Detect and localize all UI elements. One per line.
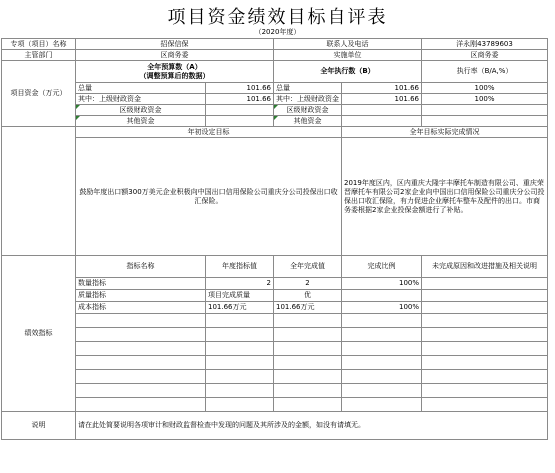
fund-row-exec (342, 105, 422, 116)
form-title: 项目资金绩效目标自评表 (167, 7, 388, 28)
contact-value: 洋永刚43789603 (422, 39, 548, 50)
budget-header-sub: （调整预算后的数据） (139, 71, 210, 80)
indicator-empty-cell (274, 314, 342, 328)
indicator-empty-cell (76, 356, 206, 370)
indicator-empty-cell (274, 328, 342, 342)
indicator-actual: 2 (274, 278, 342, 290)
form-year: （2020年度） (254, 28, 301, 36)
indicator-name: 数量指标 (76, 278, 206, 290)
indicator-empty-cell (342, 370, 422, 384)
fund-row-budget: 101.66 (206, 94, 274, 105)
indicator-name: 质量指标 (76, 290, 206, 302)
indicator-reason (422, 290, 548, 302)
indicator-empty-cell (422, 398, 548, 412)
indicator-empty-cell (422, 328, 548, 342)
indicator-ratio: 100% (342, 278, 422, 290)
indicator-actual: 101.66万元 (274, 302, 342, 314)
indicator-target: 2 (206, 278, 274, 290)
indicator-empty-cell (274, 398, 342, 412)
fund-row-budget (206, 105, 274, 116)
fund-row-exec-label: 区级财政资金 (274, 105, 342, 116)
actual-goal-text: 2019年度区内，区内重庆大隆宇丰摩托车制造有限公司、重庆荣晋摩托车有限公司2家企业向中国出口信用保险公司重庆分公司投保出口收汇保险，有力促进企业摩托车整车及配件的出口。市商务委根据2家企业投保金额进行了补贴。 (342, 138, 548, 256)
indicator-empty-cell (76, 370, 206, 384)
project-name-label: 专项（项目）名称 (2, 39, 76, 50)
indicator-empty-cell (342, 328, 422, 342)
indicator-header-name: 指标名称 (76, 256, 206, 278)
funds-section-label: 项目资金（万元） (2, 61, 76, 127)
indicator-empty-cell (206, 314, 274, 328)
indicator-ratio (342, 290, 422, 302)
impl-value: 区商务委 (422, 50, 548, 61)
indicator-empty-cell (76, 342, 206, 356)
rate-header: 执行率（B/A,%） (422, 61, 548, 83)
fund-row-rate: 100% (422, 94, 548, 105)
dept-label: 主管部门 (2, 50, 76, 61)
fund-row-label: 其中：上级财政资金 (76, 94, 206, 105)
indicator-empty-cell (422, 356, 548, 370)
indicator-empty-cell (274, 370, 342, 384)
indicator-empty-cell (342, 356, 422, 370)
fund-row-exec-label: 其中：上级财政资金 (274, 94, 342, 105)
fund-row-rate (422, 116, 548, 127)
indicator-empty-cell (422, 370, 548, 384)
budget-header (76, 61, 274, 83)
initial-goal-text: 鼓励年度出口额300万美元企业积极向中国出口信用保险公司重庆分公司投保出口收汇保险。 (76, 138, 342, 256)
fund-row-label: 总量 (76, 83, 206, 94)
fund-row-exec (342, 116, 422, 127)
indicator-reason (422, 302, 548, 314)
indicator-empty-cell (342, 398, 422, 412)
indicator-actual: 优 (274, 290, 342, 302)
budget-header-title: 全年预算数（A） (147, 62, 202, 71)
contact-label: 联系人及电话 (274, 39, 422, 50)
indicator-empty-cell (422, 314, 548, 328)
fund-row-rate: 100% (422, 83, 548, 94)
indicator-empty-cell (76, 314, 206, 328)
fund-row-budget (206, 116, 274, 127)
indicator-empty-cell (274, 342, 342, 356)
indicator-empty-cell (76, 384, 206, 398)
indicator-empty-cell (206, 398, 274, 412)
fund-row-label: 区级财政资金 (76, 105, 206, 116)
indicator-empty-cell (76, 328, 206, 342)
indicator-empty-cell (206, 384, 274, 398)
indicator-empty-cell (206, 328, 274, 342)
indicator-empty-cell (422, 384, 548, 398)
indicator-empty-cell (76, 398, 206, 412)
indicator-empty-cell (274, 356, 342, 370)
indicator-ratio: 100% (342, 302, 422, 314)
fund-row-exec-label: 其他资金 (274, 116, 342, 127)
indicator-empty-cell (422, 342, 548, 356)
indicator-header-ratio: 完成比例 (342, 256, 422, 278)
indicator-header-actual: 全年完成值 (274, 256, 342, 278)
project-name-value: 招保信保 (76, 39, 274, 50)
self-evaluation-table (1, 38, 548, 440)
indicator-empty-cell (342, 342, 422, 356)
indicator-empty-cell (342, 384, 422, 398)
initial-goal-header: 年初设定目标 (76, 127, 342, 138)
indicator-empty-cell (206, 370, 274, 384)
indicator-target: 项目完成质量 (206, 290, 274, 302)
fund-row-label: 其他资金 (76, 116, 206, 127)
indicator-empty-cell (274, 384, 342, 398)
indicator-header-target: 年度指标值 (206, 256, 274, 278)
indicator-empty-cell (206, 342, 274, 356)
indicator-header-reason: 未完成原因和改进措施及相关说明 (422, 256, 548, 278)
impl-label: 实施单位 (274, 50, 422, 61)
fund-row-exec: 101.66 (342, 94, 422, 105)
exec-header: 全年执行数（B） (274, 61, 422, 83)
indicators-section-label: 绩效指标 (2, 256, 76, 412)
indicator-empty-cell (206, 356, 274, 370)
goals-section-blank (2, 127, 76, 256)
dept-value: 区商务委 (76, 50, 274, 61)
fund-row-exec: 101.66 (342, 83, 422, 94)
indicator-reason (422, 278, 548, 290)
note-label: 说明 (2, 412, 76, 440)
fund-row-budget: 101.66 (206, 83, 274, 94)
fund-row-rate (422, 105, 548, 116)
fund-row-exec-label: 总量 (274, 83, 342, 94)
note-text: 请在此处简要说明各项审计和财政监督检查中发现的问题及其所涉及的金额，如没有请填无。 (76, 412, 548, 440)
actual-goal-header: 全年目标实际完成情况 (342, 127, 548, 138)
indicator-empty-cell (342, 314, 422, 328)
indicator-target: 101.66万元 (206, 302, 274, 314)
indicator-name: 成本指标 (76, 302, 206, 314)
